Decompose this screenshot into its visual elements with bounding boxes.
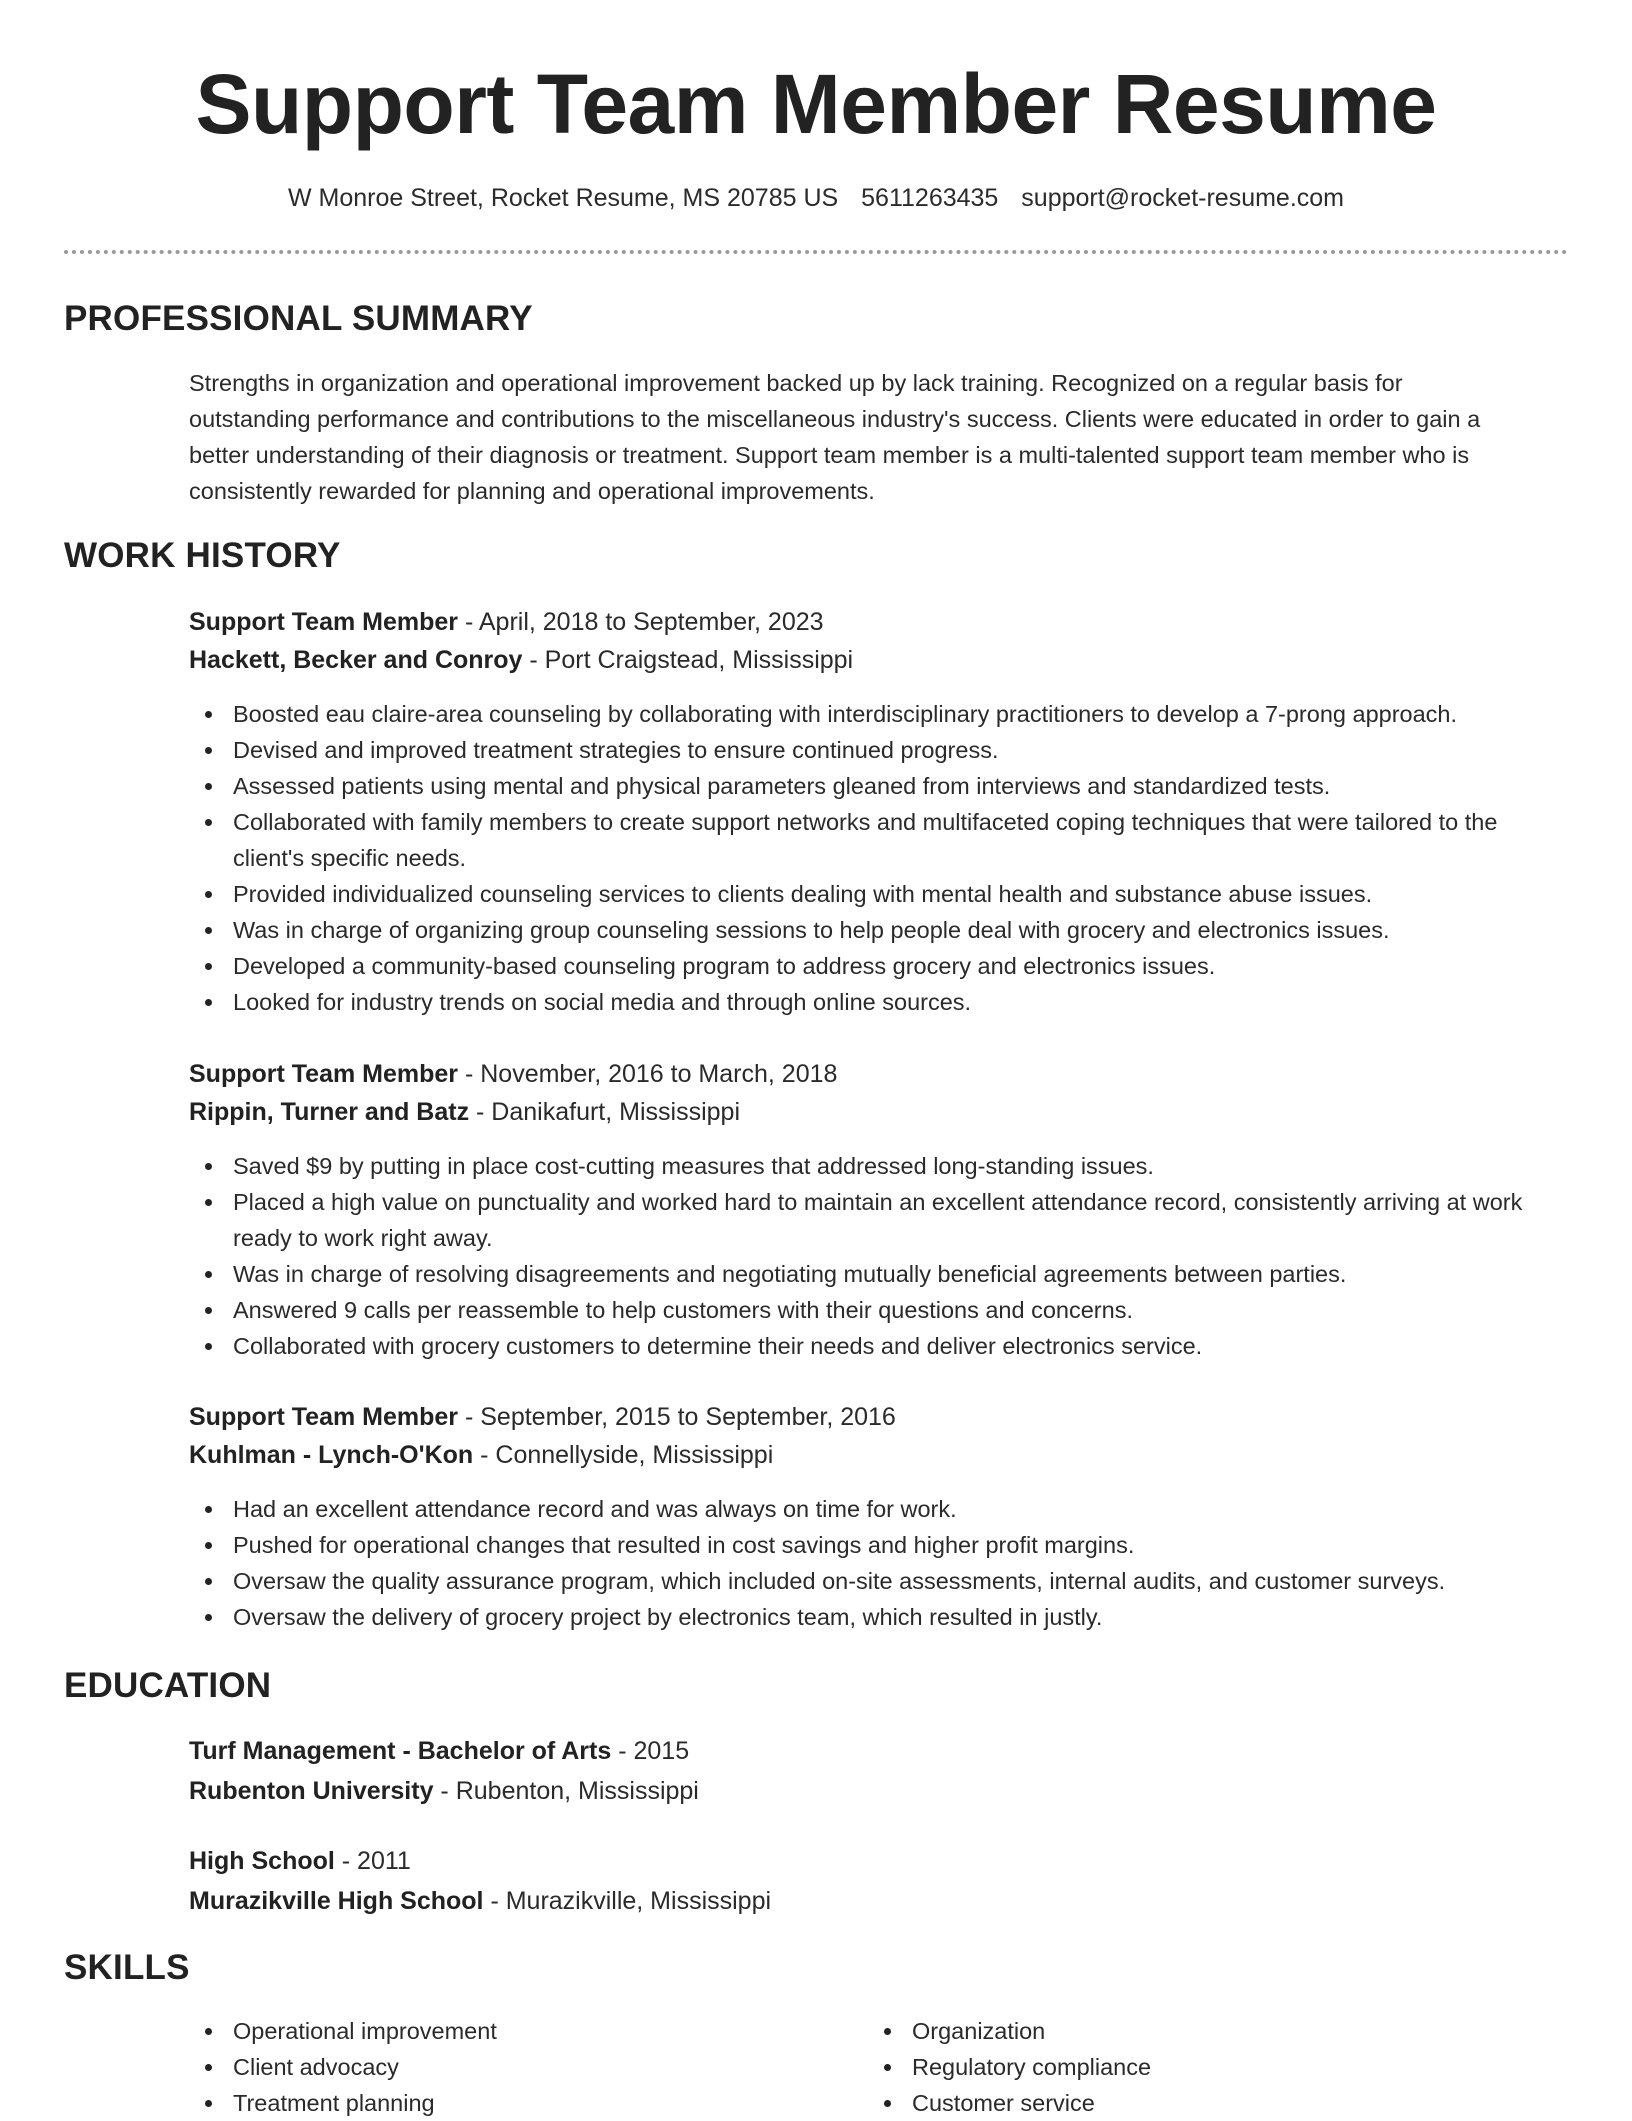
education-entry	[189, 1841, 1569, 1921]
skills-column-left	[189, 2013, 829, 2121]
education-school-line	[189, 1881, 1569, 1921]
job-entry	[189, 1398, 1569, 1635]
job-location: - Connellyside, Mississippi	[473, 1441, 774, 1469]
job-company-line	[189, 1436, 1569, 1474]
job-bullet: Assessed patients using mental and physical parameters gleaned from interviews and standardized tests.	[189, 768, 1569, 804]
job-company-line	[189, 641, 1569, 679]
summary-line: Strengths in organization and operational improvement backed up by lack training. Recognized on a regular basis for	[189, 370, 1403, 396]
job-bullet: Answered 9 calls per reassemble to help customers with their questions and concerns.	[189, 1292, 1569, 1328]
job-bullet: Pushed for operational changes that resulted in cost savings and higher profit margins.	[189, 1527, 1569, 1563]
job-title: Support Team Member	[189, 608, 459, 636]
job-bullet: Had an excellent attendance record and was always on time for work.	[189, 1491, 1569, 1527]
job-location: - Port Craigstead, Mississippi	[522, 646, 854, 674]
job-bullet: Saved $9 by putting in place cost-cutting measures that addressed long-standing issues.	[189, 1148, 1569, 1184]
job-company: Hackett, Becker and Conroy	[189, 646, 523, 674]
job-bullet: Was in charge of resolving disagreements and negotiating mutually beneficial agreements between parties.	[189, 1256, 1569, 1292]
education-entry	[189, 1731, 1569, 1811]
job-bullet: Collaborated with grocery customers to determine their needs and deliver electronics service.	[189, 1328, 1569, 1364]
education-location: - Rubenton, Mississippi	[433, 1777, 699, 1805]
section-heading-summary: PROFESSIONAL SUMMARY	[64, 299, 533, 338]
contact-phone: 5611263435	[861, 184, 999, 212]
resume-title: Support Team Member Resume	[195, 57, 1437, 151]
job-bullets	[189, 1491, 1569, 1635]
job-entry	[189, 1055, 1569, 1364]
section-heading-skills: SKILLS	[64, 1948, 190, 1987]
contact-line	[0, 182, 1632, 214]
education-year: - 2015	[611, 1737, 690, 1765]
job-bullet: Oversaw the delivery of grocery project by electronics team, which resulted in justly.	[189, 1599, 1569, 1635]
job-bullet: Developed a community-based counseling program to address grocery and electronics issues.	[189, 948, 1569, 984]
skill-item: Operational improvement	[189, 2013, 829, 2049]
education-degree: High School	[189, 1847, 335, 1875]
skill-item: Client advocacy	[189, 2049, 829, 2085]
job-bullets	[189, 1148, 1569, 1364]
job-bullet: Was in charge of organizing group counseling sessions to help people deal with grocery and electronics issues.	[189, 912, 1569, 948]
skills-list	[189, 2013, 829, 2121]
job-bullets	[189, 696, 1569, 1020]
section-heading-education: EDUCATION	[64, 1666, 272, 1705]
contact-email: support@rocket-resume.com	[1021, 184, 1345, 212]
job-title-line	[189, 1055, 1569, 1093]
education-location: - Murazikville, Mississippi	[483, 1887, 772, 1915]
job-dates: - November, 2016 to March, 2018	[458, 1060, 838, 1088]
education-school: Rubenton University	[189, 1777, 434, 1805]
summary-line: consistently rewarded for planning and operational improvements.	[189, 478, 875, 504]
job-title-line	[189, 1398, 1569, 1436]
job-title-line	[189, 603, 1569, 641]
job-bullet: Looked for industry trends on social media and through online sources.	[189, 984, 1569, 1020]
education-year: - 2011	[334, 1847, 411, 1875]
job-title: Support Team Member	[189, 1403, 459, 1431]
skills-column-right	[868, 2013, 1508, 2121]
summary-line: better understanding of their diagnosis or treatment. Support team member is a multi-talented support team member who is	[189, 442, 1470, 468]
job-entry	[189, 603, 1569, 1020]
job-bullet: Provided individualized counseling services to clients dealing with mental health and substance abuse issues.	[189, 876, 1569, 912]
job-bullet: Devised and improved treatment strategies to ensure continued progress.	[189, 732, 1569, 768]
skill-item: Customer service	[868, 2085, 1508, 2121]
skill-item: Organization	[868, 2013, 1508, 2049]
job-bullet: Collaborated with family members to create support networks and multifaceted coping techniques that were tailored to the client's specific needs.	[189, 804, 1569, 876]
job-bullet: Placed a high value on punctuality and worked hard to maintain an excellent attendance record, consistently arriving at work ready to work right away.	[189, 1184, 1569, 1256]
job-company: Rippin, Turner and Batz	[189, 1098, 470, 1126]
job-company-line	[189, 1093, 1569, 1131]
contact-address: W Monroe Street, Rocket Resume, MS 20785 US	[287, 184, 839, 212]
education-degree-line	[189, 1841, 1569, 1881]
education-degree-line	[189, 1731, 1569, 1771]
job-title: Support Team Member	[189, 1060, 459, 1088]
skills-list	[868, 2013, 1508, 2121]
education-school-line	[189, 1771, 1569, 1811]
job-dates: - April, 2018 to September, 2023	[458, 608, 824, 636]
header-divider	[64, 250, 1568, 254]
job-bullet: Boosted eau claire-area counseling by collaborating with interdisciplinary practitioners to develop a 7-prong approach.	[189, 696, 1569, 732]
job-company: Kuhlman - Lynch-O'Kon	[189, 1441, 474, 1469]
skill-item: Treatment planning	[189, 2085, 829, 2121]
section-heading-work-history: WORK HISTORY	[64, 536, 341, 575]
summary-line: outstanding performance and contributions to the miscellaneous industry's success. Clients were educated in order to gain a	[189, 406, 1481, 432]
skill-item: Regulatory compliance	[868, 2049, 1508, 2085]
education-school: Murazikville High School	[189, 1887, 484, 1915]
job-dates: - September, 2015 to September, 2016	[458, 1403, 896, 1431]
education-degree: Turf Management - Bachelor of Arts	[189, 1737, 612, 1765]
summary-text	[189, 365, 1569, 509]
job-bullet: Oversaw the quality assurance program, which included on-site assessments, internal audits, and customer surveys.	[189, 1563, 1569, 1599]
job-location: - Danikafurt, Mississippi	[469, 1098, 740, 1126]
